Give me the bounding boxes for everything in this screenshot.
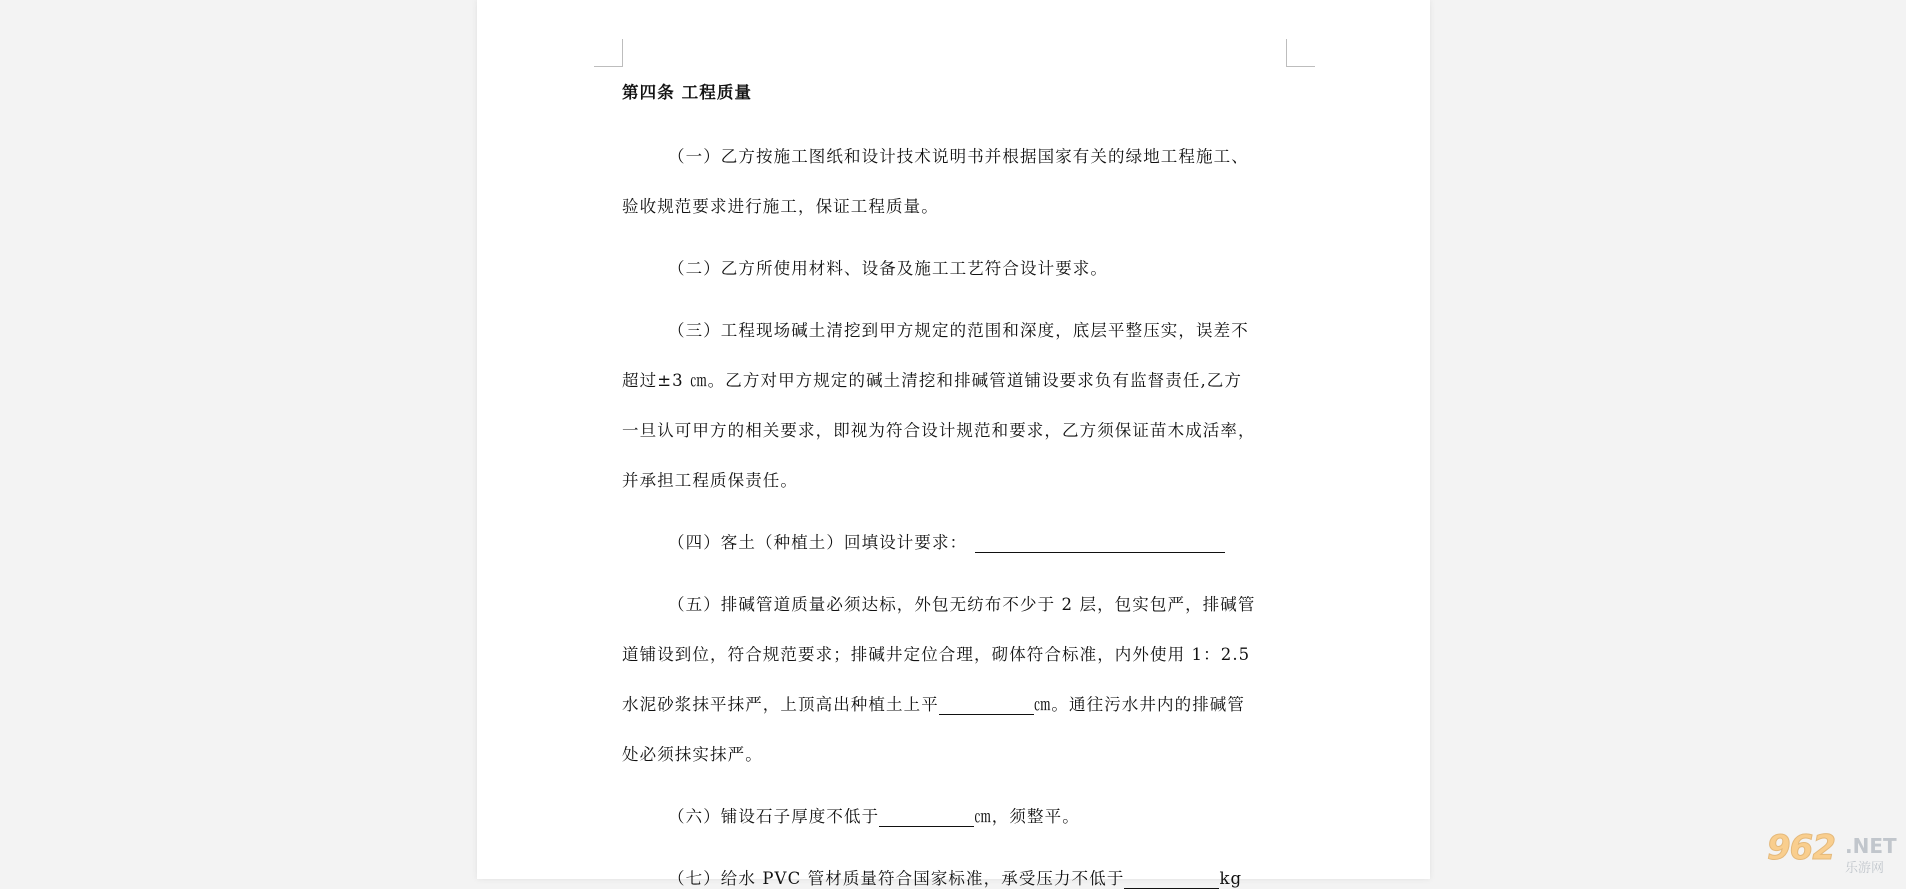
watermark-cn: 乐游网 xyxy=(1845,861,1885,876)
document-page xyxy=(477,0,1430,888)
paragraph-5-line-3 xyxy=(622,691,1245,715)
paragraph-2-line-1: （二）乙方所使用材料、设备及施工工艺符合设计要求。 xyxy=(668,259,1108,278)
paragraph-3-line-4: 并承担工程质保责任。 xyxy=(622,471,798,490)
paragraph-4-text: （四）客土（种植土）回填设计要求： xyxy=(668,533,968,552)
paragraph-5-line-3-start: 水泥砂浆抹平抹严，上顶高出种植土上平 xyxy=(622,695,939,714)
paragraph-7-line-1-start: （七）给水 PVC 管材质量符合国家标准，承受压力不低于 xyxy=(668,869,1125,888)
fill-in-blank[interactable] xyxy=(879,808,974,827)
document-body xyxy=(622,0,1286,888)
paragraph-7-line-1-end: kg xyxy=(1219,869,1243,888)
paragraph-3-line-1: （三）工程现场碱土清挖到甲方规定的范围和深度，底层平整压实，误差不 xyxy=(668,321,1249,340)
paragraph-4-line-1 xyxy=(668,529,1225,553)
fill-in-blank[interactable] xyxy=(975,534,1225,553)
paragraph-6-line-1-end: ㎝，须整平。 xyxy=(974,807,1080,826)
paragraph-1-line-2: 验收规范要求进行施工，保证工程质量。 xyxy=(622,197,939,216)
fill-in-blank[interactable] xyxy=(1124,870,1219,889)
site-watermark-logo xyxy=(1765,828,1903,878)
paragraph-5-line-2: 道铺设到位，符合规范要求；排碱井定位合理，砌体符合标准，内外使用 1：2.5 xyxy=(622,645,1251,664)
paragraph-6-line-1-start: （六）铺设石子厚度不低于 xyxy=(668,807,880,826)
paragraph-5-line-3-end: ㎝。通往污水井内的排碱管 xyxy=(1033,695,1246,714)
paragraph-7-line-1 xyxy=(668,865,1242,889)
section-heading: 第四条 工程质量 xyxy=(622,83,753,102)
paragraph-5-line-1: （五）排碱管道质量必须达标，外包无纺布不少于 2 层，包实包严，排碱管 xyxy=(668,595,1256,614)
paragraph-3-line-2: 超过±3 ㎝。乙方对甲方规定的碱土清挖和排碱管道铺设要求负有监督责任,乙方 xyxy=(622,371,1243,390)
paragraph-1-line-1: （一）乙方按施工图纸和设计技术说明书并根据国家有关的绿地工程施工、 xyxy=(668,147,1249,166)
watermark-number: 962 xyxy=(1767,828,1835,868)
fill-in-blank[interactable] xyxy=(939,696,1034,715)
paragraph-5-line-4: 处必须抹实抹严。 xyxy=(622,745,763,764)
watermark-suffix: .NET xyxy=(1845,834,1897,858)
paragraph-6-line-1 xyxy=(668,803,1080,827)
margin-marker-right xyxy=(1286,39,1315,67)
paragraph-3-line-3: 一旦认可甲方的相关要求，即视为符合设计规范和要求，乙方须保证苗木成活率， xyxy=(622,421,1256,440)
margin-marker-left xyxy=(594,39,623,67)
